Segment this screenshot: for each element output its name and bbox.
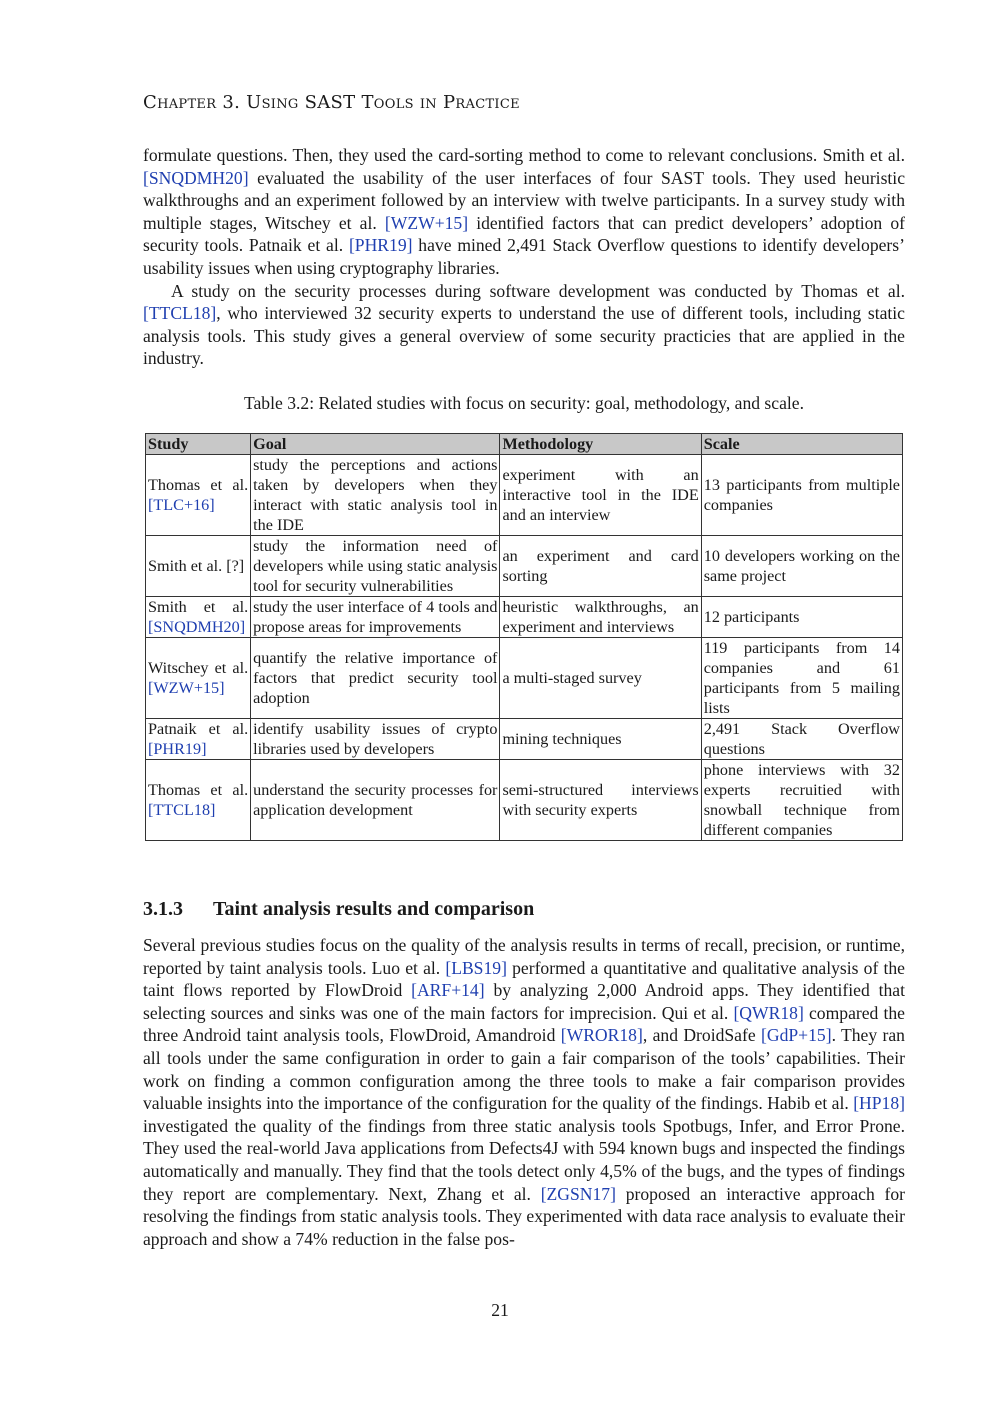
header-methodology: Methodology (500, 434, 701, 455)
study-citation[interactable]: [SNQDMH20] (148, 618, 246, 636)
cell-scale: 119 participants from 14 companies and 61 participants from 5 mailing lists (701, 638, 902, 719)
study-authors: Thomas et al. (148, 781, 249, 799)
intro-text (143, 144, 905, 370)
table-body (146, 455, 903, 841)
cell-goal: study the perceptions and actions taken by developers when they interact with static analysis tool in the IDE (251, 455, 500, 536)
intro-paragraph-1 (143, 144, 905, 280)
citation-link[interactable]: [TTCL18] (143, 303, 217, 324)
cell-methodology: heuristic walkthroughs, an experiment and interviews (500, 597, 701, 638)
text-run: , and DroidSafe (642, 1025, 762, 1046)
table-row (146, 455, 903, 536)
header-scale: Scale (701, 434, 902, 455)
text-run: evaluated the usability of the user interfaces of four SAST tools. They used heuristic walkthroughs and an experiment followed by an interview with twelve participants. In a survey study with multiple stages, Witschey et al. (143, 167, 905, 233)
citation-link[interactable]: [WZW+15] (384, 212, 469, 233)
cell-goal: study the information need of developers while using static analysis tool for security vulnerabilities (251, 536, 500, 597)
study-authors: Patnaik et al. (148, 720, 249, 738)
cell-study (146, 455, 251, 536)
cell-goal: understand the security processes for application development (251, 760, 500, 841)
cell-goal: study the user interface of 4 tools and propose areas for improvements (251, 597, 500, 638)
citation-link[interactable]: [QWR18] (733, 1002, 804, 1023)
study-authors: Smith et al. (148, 557, 227, 575)
cell-scale: 10 developers working on the same project (701, 536, 902, 597)
cell-goal: quantify the relative importance of factors that predict security tool adoption (251, 638, 500, 719)
header-study: Study (146, 434, 251, 455)
study-citation[interactable]: [WZW+15] (148, 679, 225, 697)
cell-study (146, 638, 251, 719)
table-row (146, 597, 903, 638)
table-caption: Table 3.2: Related studies with focus on security: goal, methodology, and scale. (243, 393, 804, 413)
cell-study (146, 719, 251, 760)
table-row (146, 638, 903, 719)
text-run: A study on the security processes during software development was conducted by Thomas et al. (171, 280, 905, 301)
running-head: Chapter 3. Using SAST Tools in Practice (143, 92, 520, 113)
citation-link[interactable]: [LBS19] (445, 957, 507, 978)
cell-study (146, 536, 251, 597)
text-run: investigated the quality of the findings from three static analysis tools Spotbugs, Infer, and Error Prone. They used the real-world Java applications from Defects4J with 594 known bugs and inspected the findings automatically and manually. They find that the tools detect only 4,5% of the bugs, and the types of findings they report are complementary. Next, Zhang et al. (143, 1115, 905, 1204)
cell-scale: 2,491 Stack Overflow questions (701, 719, 902, 760)
page-number: 21 (491, 1300, 509, 1320)
study-authors: Thomas et al. (148, 476, 249, 494)
table-row (146, 536, 903, 597)
study-citation[interactable]: [TTCL18] (148, 801, 216, 819)
text-run: have mined 2,491 Stack Overflow questions to identify developers’ usability issues when using cryptography libraries. (143, 235, 905, 278)
text-run: performed a quantitative and qualitative analysis of the taint flows reported by FlowDroid (143, 957, 905, 1001)
citation-link[interactable]: [SNQDMH20] (143, 167, 249, 188)
text-run: . They ran all tools under the same configuration in order to gain a fair comparison of the tools’ capabilities. Their work on finding a common configuration among the three tools to make a fair comparison provides valuable insights into the importance of the configuration for the quality of the findings. Habib et al. (143, 1025, 905, 1114)
intro-paragraph-2 (143, 280, 905, 370)
citation-link[interactable]: [PHR19] (348, 235, 413, 256)
cell-methodology: semi-structured interviews with security experts (500, 760, 701, 841)
cell-study (146, 760, 251, 841)
related-studies-table (145, 433, 903, 841)
body-text (143, 934, 905, 1250)
study-authors: Smith et al. (148, 598, 249, 616)
study-citation[interactable]: [?] (226, 557, 245, 575)
text-run: formulate questions. Then, they used the card-sorting method to come to relevant conclusions. Smith et al. (143, 145, 905, 165)
text-run: identified factors that can predict developers’ adoption of security tools. Patnaik et al. (143, 212, 905, 256)
section-heading (143, 898, 534, 921)
section-title: Taint analysis results and comparison (213, 898, 535, 920)
cell-methodology: experiment with an interactive tool in the IDE and an interview (500, 455, 701, 536)
cell-methodology: an experiment and card sorting (500, 536, 701, 597)
citation-link[interactable]: [WROR18] (560, 1025, 643, 1046)
citation-link[interactable]: [ZGSN17] (540, 1183, 616, 1204)
cell-goal: identify usability issues of crypto libraries used by developers (251, 719, 500, 760)
study-citation[interactable]: [TLC+16] (148, 496, 215, 514)
table-row (146, 760, 903, 841)
header-goal: Goal (251, 434, 500, 455)
study-authors: Witschey et al. (148, 659, 249, 677)
citation-link[interactable]: [ARF+14] (411, 980, 485, 1001)
study-citation[interactable]: [PHR19] (148, 740, 207, 758)
section-number: 3.1.3 (143, 898, 183, 920)
cell-study (146, 597, 251, 638)
table-row (146, 719, 903, 760)
table-header-row (146, 434, 903, 455)
cell-scale: 12 participants (701, 597, 902, 638)
citation-link[interactable]: [HP18] (853, 1093, 905, 1114)
text-run: Several previous studies focus on the quality of the analysis results in terms of recall, precision, or runtime, reported by taint analysis tools. Luo et al. (143, 935, 905, 978)
cell-methodology: a multi-staged survey (500, 638, 701, 719)
citation-link[interactable]: [GdP+15] (761, 1025, 832, 1046)
cell-scale: 13 participants from multiple companies (701, 455, 902, 536)
text-run: , who interviewed 32 security experts to understand the use of different tools, including static analysis tools. This study gives a general overview of some security practicies that are applied in the industry. (143, 303, 905, 369)
body-paragraph (143, 934, 905, 1250)
text-run: compared the three Android taint analysis tools, FlowDroid, Amandroid (143, 1002, 905, 1046)
text-run: proposed an interactive approach for resolving the findings from static analysis tools. They experimented with data race analysis to evaluate their approach and show a 74% reduction in the false pos- (143, 1183, 905, 1249)
cell-scale: phone interviews with 32 experts recruitied with snowball technique from different companies (701, 760, 902, 841)
text-run: by analyzing 2,000 Android apps. They identified that selecting sources and sinks was one of the main factors for imprecision. Qui et al. (143, 980, 905, 1023)
cell-methodology: mining techniques (500, 719, 701, 760)
